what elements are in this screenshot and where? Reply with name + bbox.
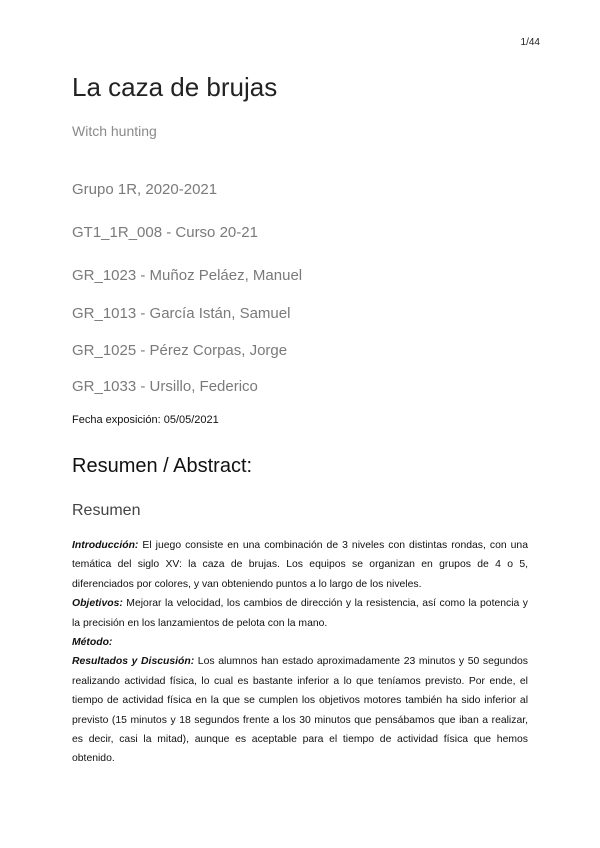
page-number: 1/44	[520, 37, 540, 48]
abstract-introduction	[72, 536, 528, 594]
group-line: Grupo 1R, 2020-2021	[72, 181, 218, 198]
presentation-date: Fecha exposición: 05/05/2021	[72, 414, 219, 426]
results-text: Los alumnos han estado aproximadamente 23 minutos y 50 segundos realizando actividad física, lo cual es bastante inferior a lo que teníamos previsto. Por ende, el tiempo de actividad física en la que se cumplen los objetivos motores también ha sido inferior al previsto (15 minutos y 18 segundos frente a los 30 minutos que pensábamos que iban a realizar, es decir, casi la mitad), aunque es aceptable para el tiempo de actividad física que hemos obtenido.	[72, 656, 528, 765]
introduction-label: Introducción:	[72, 540, 139, 551]
objectives-text: Mejorar la velocidad, los cambios de dirección y la resistencia, así como la potencia y la precisión en los lanzamientos de pelota con la mano.	[72, 598, 528, 629]
abstract-results	[72, 652, 528, 768]
author-4: GR_1033 - Ursillo, Federico	[72, 378, 258, 395]
author-1: GR_1023 - Muñoz Peláez, Manuel	[72, 267, 303, 284]
objectives-label: Objetivos:	[72, 598, 123, 610]
introduction-text: El juego consiste en una combinación de 3 niveles con distintas rondas, con una temática del siglo XV: la caza de brujas. Los equipos se organizan en grupos de 4 o 5, diferenciados por colores, y van obteniendo puntos a lo largo de los niveles.	[72, 540, 528, 590]
section-heading: Resumen / Abstract:	[72, 455, 253, 477]
abstract-method	[72, 633, 528, 652]
abstract-objectives	[72, 594, 528, 633]
author-2: GR_1013 - García Istán, Samuel	[72, 305, 291, 322]
abstract-body	[72, 536, 528, 769]
document-subtitle: Witch hunting	[72, 123, 157, 139]
author-3: GR_1025 - Pérez Corpas, Jorge	[72, 342, 288, 359]
document-title: La caza de brujas	[72, 72, 278, 102]
course-line: GT1_1R_008 - Curso 20-21	[72, 224, 258, 241]
subsection-heading: Resumen	[72, 502, 141, 519]
method-label: Método:	[72, 637, 113, 649]
results-label: Resultados y Discusión:	[72, 656, 195, 668]
